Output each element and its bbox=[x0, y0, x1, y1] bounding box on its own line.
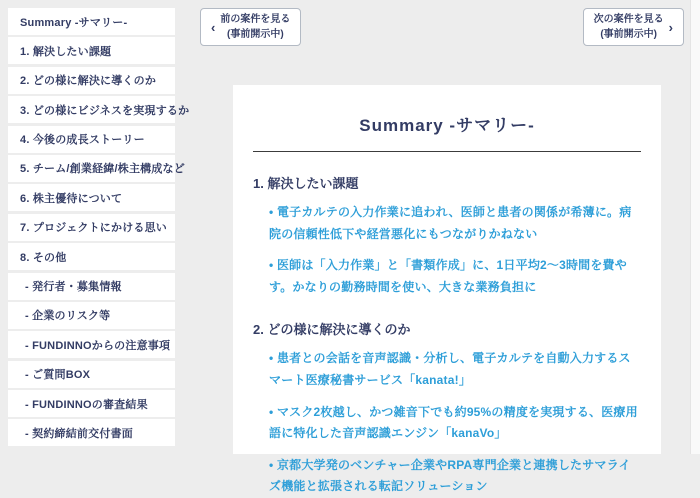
next-button-line1: 次の案件を見る bbox=[593, 14, 664, 25]
bullet-point: • 医師は「入力作業」と「書類作成」に、1日平均2〜3時間を費やす。かなりの勤務時間を使い、大きな業務負担に bbox=[269, 255, 641, 298]
sidebar-item[interactable]: 1. 解決したい課題 bbox=[8, 37, 175, 64]
sidebar-item[interactable]: 4. 今後の成長ストーリー bbox=[8, 126, 175, 153]
bullet-point: • マスク2枚越し、かつ雑音下でも約95%の精度を実現する、医療用語に特化した音声認識エンジン「kanaVo」 bbox=[269, 402, 641, 445]
sidebar-item[interactable]: - 発行者・募集情報 bbox=[8, 273, 175, 300]
title-divider bbox=[253, 151, 641, 152]
sidebar-item[interactable]: 7. プロジェクトにかける思い bbox=[8, 214, 175, 241]
sidebar-item[interactable]: - ご質問BOX bbox=[8, 361, 175, 388]
sidebar bbox=[8, 8, 190, 449]
sidebar-item[interactable]: - 企業のリスク等 bbox=[8, 302, 175, 329]
section-heading: 1. 解決したい課題 bbox=[253, 176, 359, 191]
sidebar-item[interactable]: 8. その他 bbox=[8, 243, 175, 270]
prev-button-line2: (事前開示中) bbox=[227, 29, 284, 40]
summary-sections bbox=[253, 173, 641, 498]
next-button-line2: (事前開示中) bbox=[600, 29, 657, 40]
summary-section bbox=[253, 319, 641, 498]
sidebar-item[interactable]: 5. チーム/創業経緯/株主構成など bbox=[8, 155, 175, 182]
prev-project-button[interactable] bbox=[200, 8, 301, 46]
sidebar-item[interactable]: - 契約締結前交付書面 bbox=[8, 419, 175, 446]
bullet-point: • 患者との会話を音声認識・分析し、電子カルテを自動入力するスマート医療秘書サービス「kanata!」 bbox=[269, 348, 641, 391]
next-project-button[interactable] bbox=[583, 8, 684, 46]
summary-section bbox=[253, 173, 641, 298]
sidebar-item[interactable]: - FUNDINNOからの注意事項 bbox=[8, 331, 175, 358]
bullet-point: • 京都大学発のベンチャー企業やRPA専門企業と連携したサマライズ機能と拡張される転記ソリューション bbox=[269, 455, 641, 498]
chevron-left-icon: ‹ bbox=[211, 19, 216, 35]
next-button-label bbox=[594, 12, 664, 42]
summary-card bbox=[233, 85, 661, 494]
prev-button-label bbox=[220, 12, 290, 42]
summary-title: Summary -サマリー- bbox=[359, 116, 535, 135]
section-heading: 2. どの様に解決に導くのか bbox=[253, 322, 411, 338]
sidebar-item[interactable]: 3. どの様にビジネスを実現するか bbox=[8, 96, 175, 123]
sidebar-item[interactable]: 2. どの様に解決に導くのか bbox=[8, 67, 175, 94]
prev-button-line1: 前の案件を見る bbox=[220, 14, 291, 25]
sidebar-item[interactable]: - FUNDINNOの審査結果 bbox=[8, 390, 175, 417]
sidebar-item[interactable]: 6. 株主優待について bbox=[8, 184, 175, 211]
bullet-point: • 電子カルテの入力作業に追われ、医師と患者の関係が希薄に。病院の信頼性低下や経営悪化にもつながりかねない bbox=[269, 202, 641, 245]
chevron-right-icon: › bbox=[668, 19, 673, 35]
scrollbar-track[interactable] bbox=[690, 0, 700, 454]
sidebar-item[interactable]: Summary -サマリー- bbox=[8, 8, 175, 35]
